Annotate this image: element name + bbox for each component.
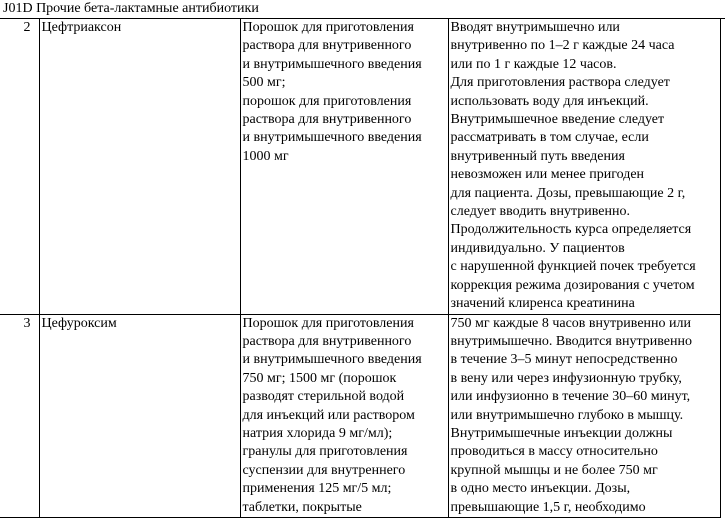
table-row	[0, 314, 720, 517]
text-line: порошок для приготовления	[242, 93, 412, 109]
text-line: использовать воду для инъекций.	[450, 93, 649, 109]
text-line: коррекция режима дозирования с учетом	[450, 277, 695, 293]
text-line: 1000 мг	[242, 148, 289, 164]
text-line: в течение 3–5 минут непосредственно	[450, 352, 678, 368]
text-line: и внутримышечного введения	[242, 352, 422, 368]
text-line: Внутримышечные инъекции должны	[450, 425, 673, 441]
section-title: Прочие бета-лактамные антибиотики	[36, 1, 259, 16]
text-line: и внутримышечного введения	[242, 56, 422, 72]
text-line: индивидуально. У пациентов	[450, 240, 625, 256]
row-number: 2	[0, 19, 39, 315]
text-line: для инъекций или раствором	[242, 407, 415, 423]
dosage-forms-cell	[240, 19, 448, 315]
dosing-cell	[448, 19, 720, 315]
text-line: следует вводить внутривенно.	[450, 204, 630, 220]
text-line: невозможен или менее пригоден	[450, 167, 645, 183]
drug-name: Цефтриаксон	[39, 19, 240, 315]
text-line: или инфузионно в течение 30–60 минут,	[450, 389, 691, 405]
text-line: и внутримышечного введения	[242, 130, 422, 146]
text-line: таблетки, покрытые	[242, 499, 362, 515]
text-line: 500 мг;	[242, 75, 286, 91]
dosing-cell	[448, 314, 720, 517]
text-line: Вводят внутримышечно или	[450, 20, 620, 35]
text-line: применения 125 мг/5 мл;	[242, 481, 392, 497]
text-line: значений клиренса креатинина	[450, 296, 635, 312]
text-line: раствора для внутривенного	[242, 112, 412, 128]
row-number: 3	[0, 314, 39, 517]
text-line: Для приготовления раствора следует	[450, 75, 670, 91]
text-line: внутривенно по 1–2 г каждые 24 часа	[450, 38, 675, 54]
text-line: 750 мг; 1500 мг (порошок	[242, 370, 397, 386]
text-line: превышающие 1,5 г, необходимо	[450, 499, 646, 515]
text-line: раствора для внутривенного	[242, 333, 412, 349]
text-line: для пациента. Дозы, превышающие 2 г,	[450, 185, 686, 201]
text-line: с нарушенной функцией почек требуется	[450, 259, 696, 275]
text-line: Порошок для приготовления	[242, 315, 414, 331]
text-line: в вену или через инфузионную трубку,	[450, 370, 682, 386]
text-line: крупной мышцы и не более 750 мг	[450, 462, 658, 478]
drug-table	[0, 18, 721, 518]
section-header	[0, 0, 725, 19]
table-row	[0, 19, 720, 315]
text-line: проводиться в массу относительно	[450, 444, 658, 460]
text-line: раствора для внутривенного	[242, 38, 412, 54]
text-line: гранулы для приготовления	[242, 444, 408, 460]
drug-name: Цефуроксим	[39, 314, 240, 517]
text-line: в одно место инъекции. Дозы,	[450, 481, 631, 497]
text-line: суспензии для внутреннего	[242, 462, 406, 478]
text-line: внутривенный путь введения	[450, 148, 625, 164]
text-line: или по 1 г каждые 12 часов.	[450, 56, 617, 72]
text-line: рассматривать в том случае, если	[450, 130, 649, 146]
section-code: J01D	[3, 1, 33, 16]
text-line: Внутримышечное введение следует	[450, 112, 665, 128]
text-line: Порошок для приготовления	[242, 20, 414, 35]
dosage-forms-cell	[240, 314, 448, 517]
text-line: или внутримышечно глубоко в мышцу.	[450, 407, 684, 423]
text-line: разводят стерильной водой	[242, 389, 405, 405]
text-line: натрия хлорида 9 мг/мл);	[242, 425, 393, 441]
text-line: Продолжительность курса определяется	[450, 222, 692, 238]
text-line: внутримышечно. Вводится внутривенно	[450, 333, 692, 349]
text-line: 750 мг каждые 8 часов внутривенно или	[450, 315, 691, 331]
